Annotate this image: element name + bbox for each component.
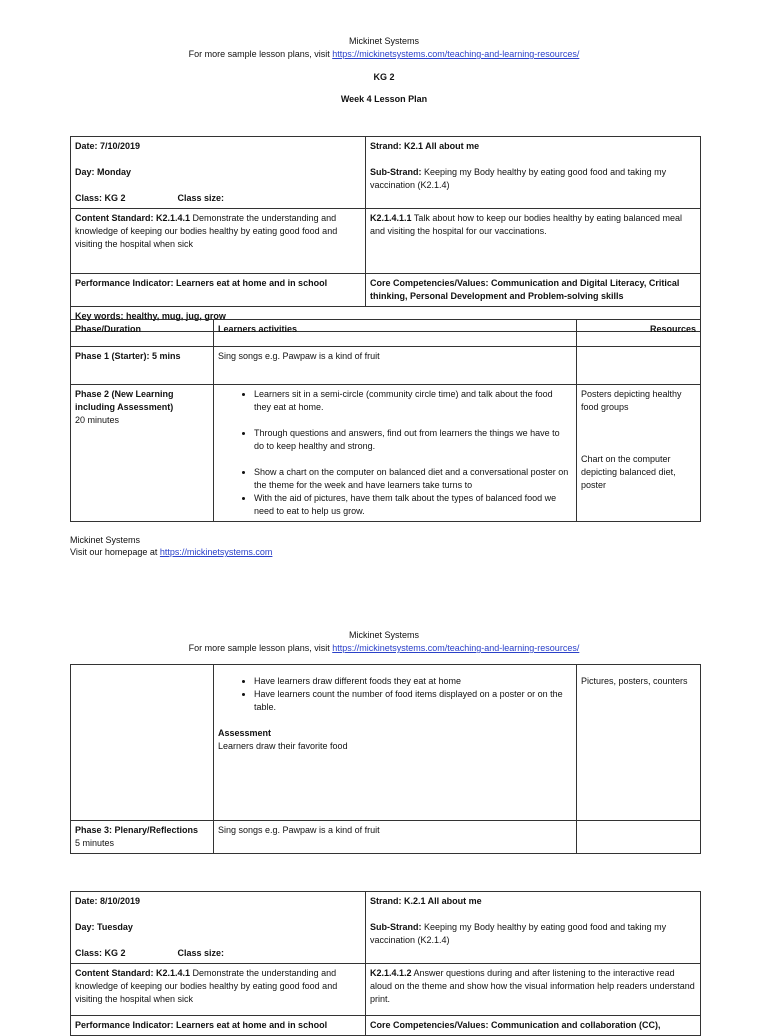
list-item: • Have learners count the number of food items displayed on a poster or on the table.	[254, 688, 572, 714]
col-activities-header: Learners activities	[214, 320, 577, 347]
t1-competencies: Core Competencies/Values: Communication and Digital Literacy, Critical thinking, Personal Development and Problem-solving skills	[366, 274, 701, 307]
list-item: • Learners sit in a semi-circle (community circle time) and talk about the food they eat at home.	[254, 388, 572, 414]
phase3-label: Phase 3: Plenary/Reflections	[75, 825, 199, 835]
assessment-text: Learners draw their favorite food	[218, 741, 348, 751]
cont-activities-cell	[214, 665, 577, 821]
list-item: • Through questions and answers, find out from learners the things we have to do to keep healthy and strong.	[254, 427, 572, 453]
t2-class: Class: KG 2	[75, 948, 126, 958]
t2-strand-cell	[366, 892, 701, 964]
phase2-activities-cell	[214, 385, 577, 522]
cont-activity-list	[218, 675, 572, 714]
lesson-plan-table-1	[70, 136, 701, 332]
phase2-resource-2: Chart on the computer depicting balanced diet, poster	[581, 454, 676, 490]
page1-grade: KG 2	[373, 72, 395, 82]
t1-strand-cell	[366, 137, 701, 209]
t2-competencies: Core Competencies/Values: Communication and collaboration (CC),	[366, 1016, 701, 1036]
t1-day: Day: Monday	[75, 167, 132, 177]
page2-sample-line	[0, 643, 768, 654]
t1-content-standard: Content Standard: K2.1.4.1 Demonstrate the understanding and knowledge of keeping our bodies healthy by eating good food and visiting the hospital when sick	[71, 209, 366, 274]
page1-footer-company: Mickinet Systems	[70, 535, 141, 545]
t1-performance: Performance Indicator: Learners eat at home and in school	[71, 274, 366, 307]
phase1-activity: Sing songs e.g. Pawpaw is a kind of fruit	[214, 347, 577, 385]
t2-substrand: Sub-Strand: Keeping my Body healthy by eating good food and taking my vaccination (K2.1.4)	[370, 922, 667, 945]
cont-resources: Pictures, posters, counters	[577, 665, 701, 821]
t1-class-line	[75, 192, 361, 205]
t1-date-cell	[71, 137, 366, 209]
t1-date: Date: 7/10/2019	[75, 141, 141, 151]
phases-table-continued	[70, 664, 701, 854]
homepage-link[interactable]: https://mickinetsystems.com	[159, 547, 273, 557]
cont-phase-cell	[71, 665, 214, 821]
page1-company: Mickinet Systems	[348, 36, 419, 46]
t2-date-cell	[71, 892, 366, 964]
phase3-cell	[71, 821, 214, 854]
t2-content-standard: Content Standard: K2.1.4.1 Demonstrate the understanding and knowledge of keeping our bodies healthy by eating good food and visiting the hospital when sick	[71, 964, 366, 1016]
page1-sample-link[interactable]: https://mickinetsystems.com/teaching-and-learning-resources/	[332, 49, 580, 59]
phases-table-1	[70, 319, 701, 522]
phase3-activity: Sing songs e.g. Pawpaw is a kind of fruit	[214, 821, 577, 854]
list-item: • Have learners draw different foods they eat at home	[254, 675, 572, 688]
phase2-cell	[71, 385, 214, 522]
t1-class-size: Class size:	[177, 193, 225, 203]
assessment-label: Assessment	[218, 728, 272, 738]
t1-class: Class: KG 2	[75, 193, 126, 203]
page2-sample-link[interactable]: https://mickinetsystems.com/teaching-and-learning-resources/	[332, 643, 580, 653]
t2-class-line	[75, 947, 361, 960]
list-item: • Show a chart on the computer on balanced diet and a conversational poster on the theme for the week and have learners take turns to	[254, 466, 572, 492]
t2-class-size: Class size:	[177, 948, 225, 958]
phase3-duration: 5 minutes	[75, 838, 115, 848]
t2-day: Day: Tuesday	[75, 922, 133, 932]
t1-strand: Strand: K2.1 All about me	[370, 141, 480, 151]
t1-keywords: Key words: healthy, mug, jug, grow	[71, 307, 701, 332]
phase2-resources-cell	[577, 385, 701, 522]
t1-indicator: K2.1.4.1.1 Talk about how to keep our bodies healthy by eating balanced meal and visiting the hospital for our vaccinations.	[366, 209, 701, 274]
phase2-label: Phase 2 (New Learning including Assessment)	[75, 389, 174, 412]
phase3-resources	[577, 821, 701, 854]
t2-indicator: K2.1.4.1.2 Answer questions during and after listening to the interactive read aloud on the theme and show how the visual information help readers understand print.	[366, 964, 701, 1016]
t2-strand: Strand: K.2.1 All about me	[370, 896, 482, 906]
page1-footer-homepage: Visit our homepage at https://mickinetsystems.com	[70, 547, 273, 557]
t1-substrand: Sub-Strand: Keeping my Body healthy by eating good food and taking my vaccination (K2.1.4)	[370, 167, 667, 190]
phase1-label: Phase 1 (Starter): 5 mins	[71, 347, 214, 385]
page1-sample-text: For more sample lesson plans, visit	[188, 49, 333, 59]
col-phase-header: Phase/Duration	[71, 320, 214, 347]
phase1-resources	[577, 347, 701, 385]
phase2-resource-1: Posters depicting healthy food groups	[581, 389, 682, 412]
t2-performance: Performance Indicator: Learners eat at home and in school	[71, 1016, 366, 1036]
lesson-plan-table-2	[70, 891, 701, 1036]
list-item: • With the aid of pictures, have them talk about the types of balanced food we need to eat to help us grow.	[254, 492, 572, 518]
page2-sample-text: For more sample lesson plans, visit	[188, 643, 333, 653]
page2-company: Mickinet Systems	[348, 630, 419, 640]
phase2-duration: 20 minutes	[75, 415, 120, 425]
page1-plan-title: Week 4 Lesson Plan	[340, 94, 428, 104]
t2-date: Date: 8/10/2019	[75, 896, 141, 906]
phase2-activity-list	[218, 388, 572, 518]
col-resources-header: Resources	[577, 320, 701, 347]
page1-sample-line	[0, 49, 768, 60]
